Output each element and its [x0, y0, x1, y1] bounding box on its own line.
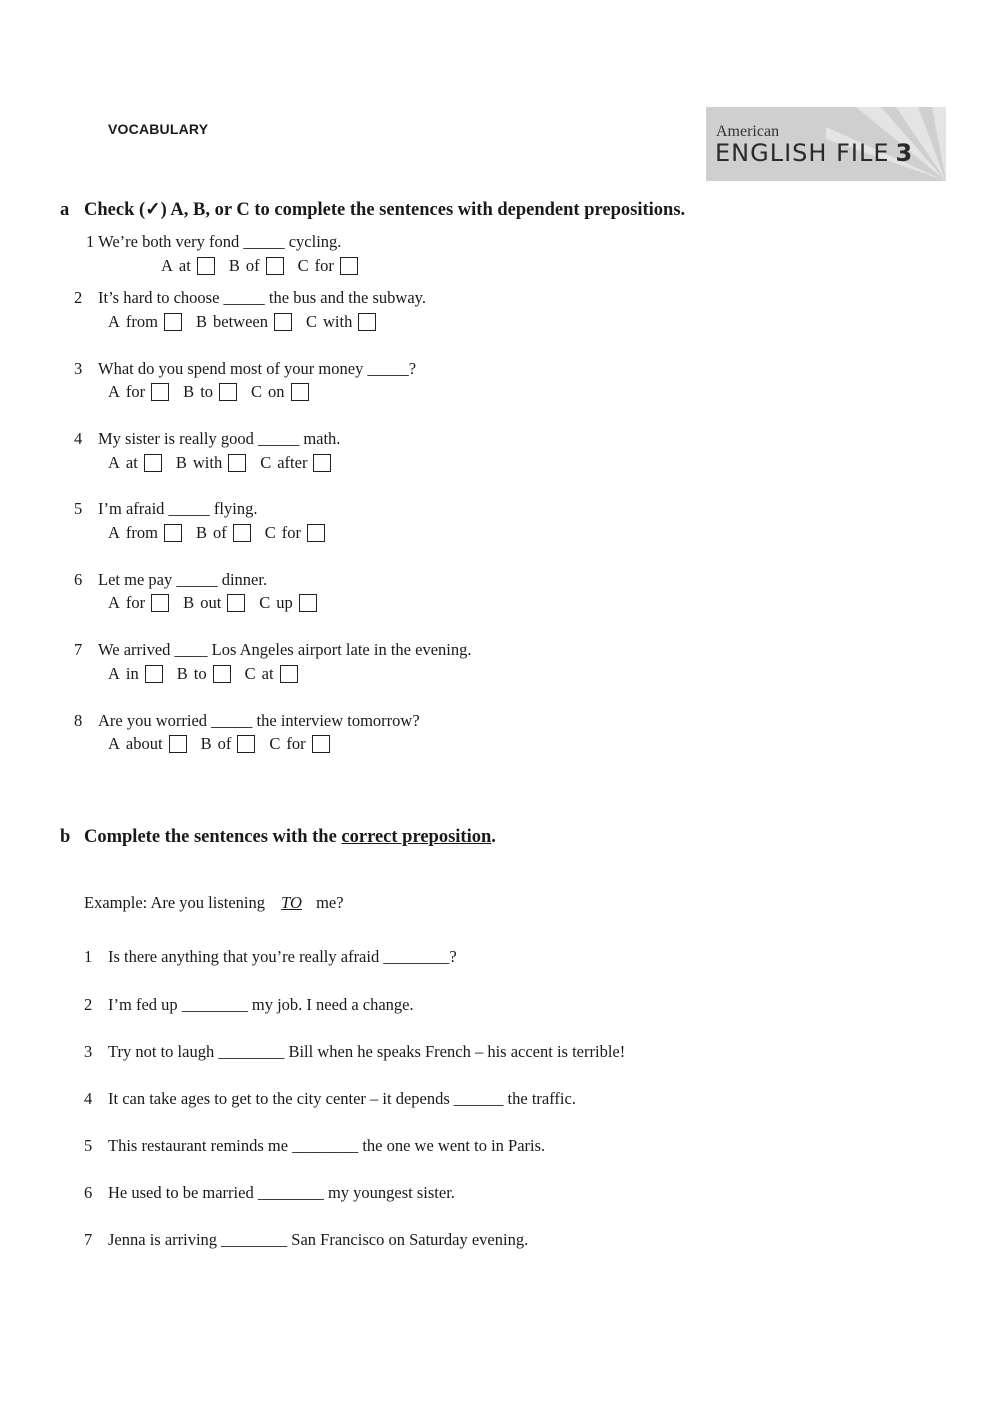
part-a-instruction: Check (✓) A, B, or C to complete the sentences with dependent prepositions. — [84, 200, 686, 220]
option-6a[interactable]: A for — [108, 593, 169, 613]
checkbox[interactable] — [291, 383, 309, 401]
option-4a[interactable]: A at — [108, 453, 162, 473]
sentence-4: 4 It can take ages to get to the city center – it depends ______ the traffic. — [84, 1089, 576, 1108]
question-8-options — [108, 734, 344, 754]
question-2-options — [108, 312, 390, 332]
question-4: 4 My sister is really good _____ math. — [74, 429, 341, 448]
option-3b[interactable]: B to — [183, 382, 237, 402]
question-1: 1 We’re both very fond _____ cycling. — [86, 232, 342, 251]
option-1a[interactable]: A at — [161, 256, 215, 276]
question-3-options — [108, 382, 323, 402]
option-3c[interactable]: C on — [251, 382, 309, 402]
option-8c[interactable]: C for — [269, 734, 329, 754]
checkbox[interactable] — [164, 524, 182, 542]
checkbox[interactable] — [274, 313, 292, 331]
option-7c[interactable]: C at — [245, 664, 298, 684]
sentence-5: 5 This restaurant reminds me ________ the one we went to in Paris. — [84, 1136, 546, 1155]
question-3: 3 What do you spend most of your money _____? — [74, 359, 417, 378]
section-title: VOCABULARY — [108, 121, 209, 137]
example-answer: TO — [281, 893, 302, 912]
checkbox[interactable] — [164, 313, 182, 331]
question-1-options — [161, 256, 372, 276]
checkbox[interactable] — [266, 257, 284, 275]
sentence-2: 2 I’m fed up ________ my job. I need a change. — [84, 995, 414, 1014]
part-a-letter: a — [60, 200, 70, 220]
checkbox[interactable] — [233, 524, 251, 542]
option-2c[interactable]: C with — [306, 312, 376, 332]
checkbox[interactable] — [227, 594, 245, 612]
option-7a[interactable]: A in — [108, 664, 163, 684]
publisher-logo — [706, 107, 946, 181]
sentence-1: 1 Is there anything that you’re really afraid ________? — [84, 947, 457, 966]
checkbox[interactable] — [358, 313, 376, 331]
sentence-3: 3 Try not to laugh ________ Bill when he speaks French – his accent is terrible! — [84, 1042, 626, 1061]
option-1c[interactable]: C for — [298, 256, 358, 276]
option-8b[interactable]: B of — [201, 734, 256, 754]
question-2: 2 It’s hard to choose _____ the bus and the subway. — [74, 288, 426, 307]
logo-level: 3 — [895, 139, 914, 167]
option-7b[interactable]: B to — [177, 664, 231, 684]
checkbox[interactable] — [213, 665, 231, 683]
part-b-letter: b — [60, 827, 71, 847]
sentence-6: 6 He used to be married ________ my youngest sister. — [84, 1183, 455, 1202]
option-3a[interactable]: A for — [108, 382, 169, 402]
checkbox[interactable] — [197, 257, 215, 275]
example-sentence: Example: Are you listening TO me? — [84, 893, 344, 912]
option-8a[interactable]: A about — [108, 734, 187, 754]
checkbox[interactable] — [151, 383, 169, 401]
question-5: 5 I’m afraid _____ flying. — [74, 499, 258, 518]
option-2b[interactable]: B between — [196, 312, 292, 332]
question-6-options — [108, 593, 331, 613]
question-8: 8 Are you worried _____ the interview tomorrow? — [74, 711, 420, 730]
sentence-7: 7 Jenna is arriving ________ San Francisco on Saturday evening. — [84, 1230, 529, 1249]
checkbox[interactable] — [145, 665, 163, 683]
checkbox[interactable] — [280, 665, 298, 683]
option-4c[interactable]: C after — [260, 453, 331, 473]
part-a-heading — [60, 199, 685, 221]
checkbox[interactable] — [340, 257, 358, 275]
question-4-options — [108, 453, 345, 473]
question-7: 7 We arrived ____ Los Angeles airport late in the evening. — [74, 640, 472, 659]
option-6b[interactable]: B out — [183, 593, 245, 613]
checkbox[interactable] — [219, 383, 237, 401]
option-4b[interactable]: B with — [176, 453, 246, 473]
checkbox[interactable] — [307, 524, 325, 542]
part-b-heading: b Complete the sentences with the correct preposition. — [60, 827, 496, 847]
logo-line1: American — [716, 123, 780, 140]
question-5-options — [108, 523, 339, 543]
option-6c[interactable]: C up — [259, 593, 317, 613]
option-5a[interactable]: A from — [108, 523, 182, 543]
checkbox[interactable] — [313, 454, 331, 472]
checkbox[interactable] — [144, 454, 162, 472]
underlined-phrase: correct preposition — [341, 827, 492, 847]
checkbox[interactable] — [237, 735, 255, 753]
checkbox[interactable] — [151, 594, 169, 612]
logo-line2: ENGLISH FILE 3 — [715, 139, 914, 167]
checkbox[interactable] — [169, 735, 187, 753]
checkbox[interactable] — [312, 735, 330, 753]
option-5c[interactable]: C for — [265, 523, 325, 543]
checkbox[interactable] — [228, 454, 246, 472]
option-1b[interactable]: B of — [229, 256, 284, 276]
checkbox[interactable] — [299, 594, 317, 612]
question-6: 6 Let me pay _____ dinner. — [74, 570, 268, 589]
option-2a[interactable]: A from — [108, 312, 182, 332]
option-5b[interactable]: B of — [196, 523, 251, 543]
question-7-options — [108, 664, 312, 684]
